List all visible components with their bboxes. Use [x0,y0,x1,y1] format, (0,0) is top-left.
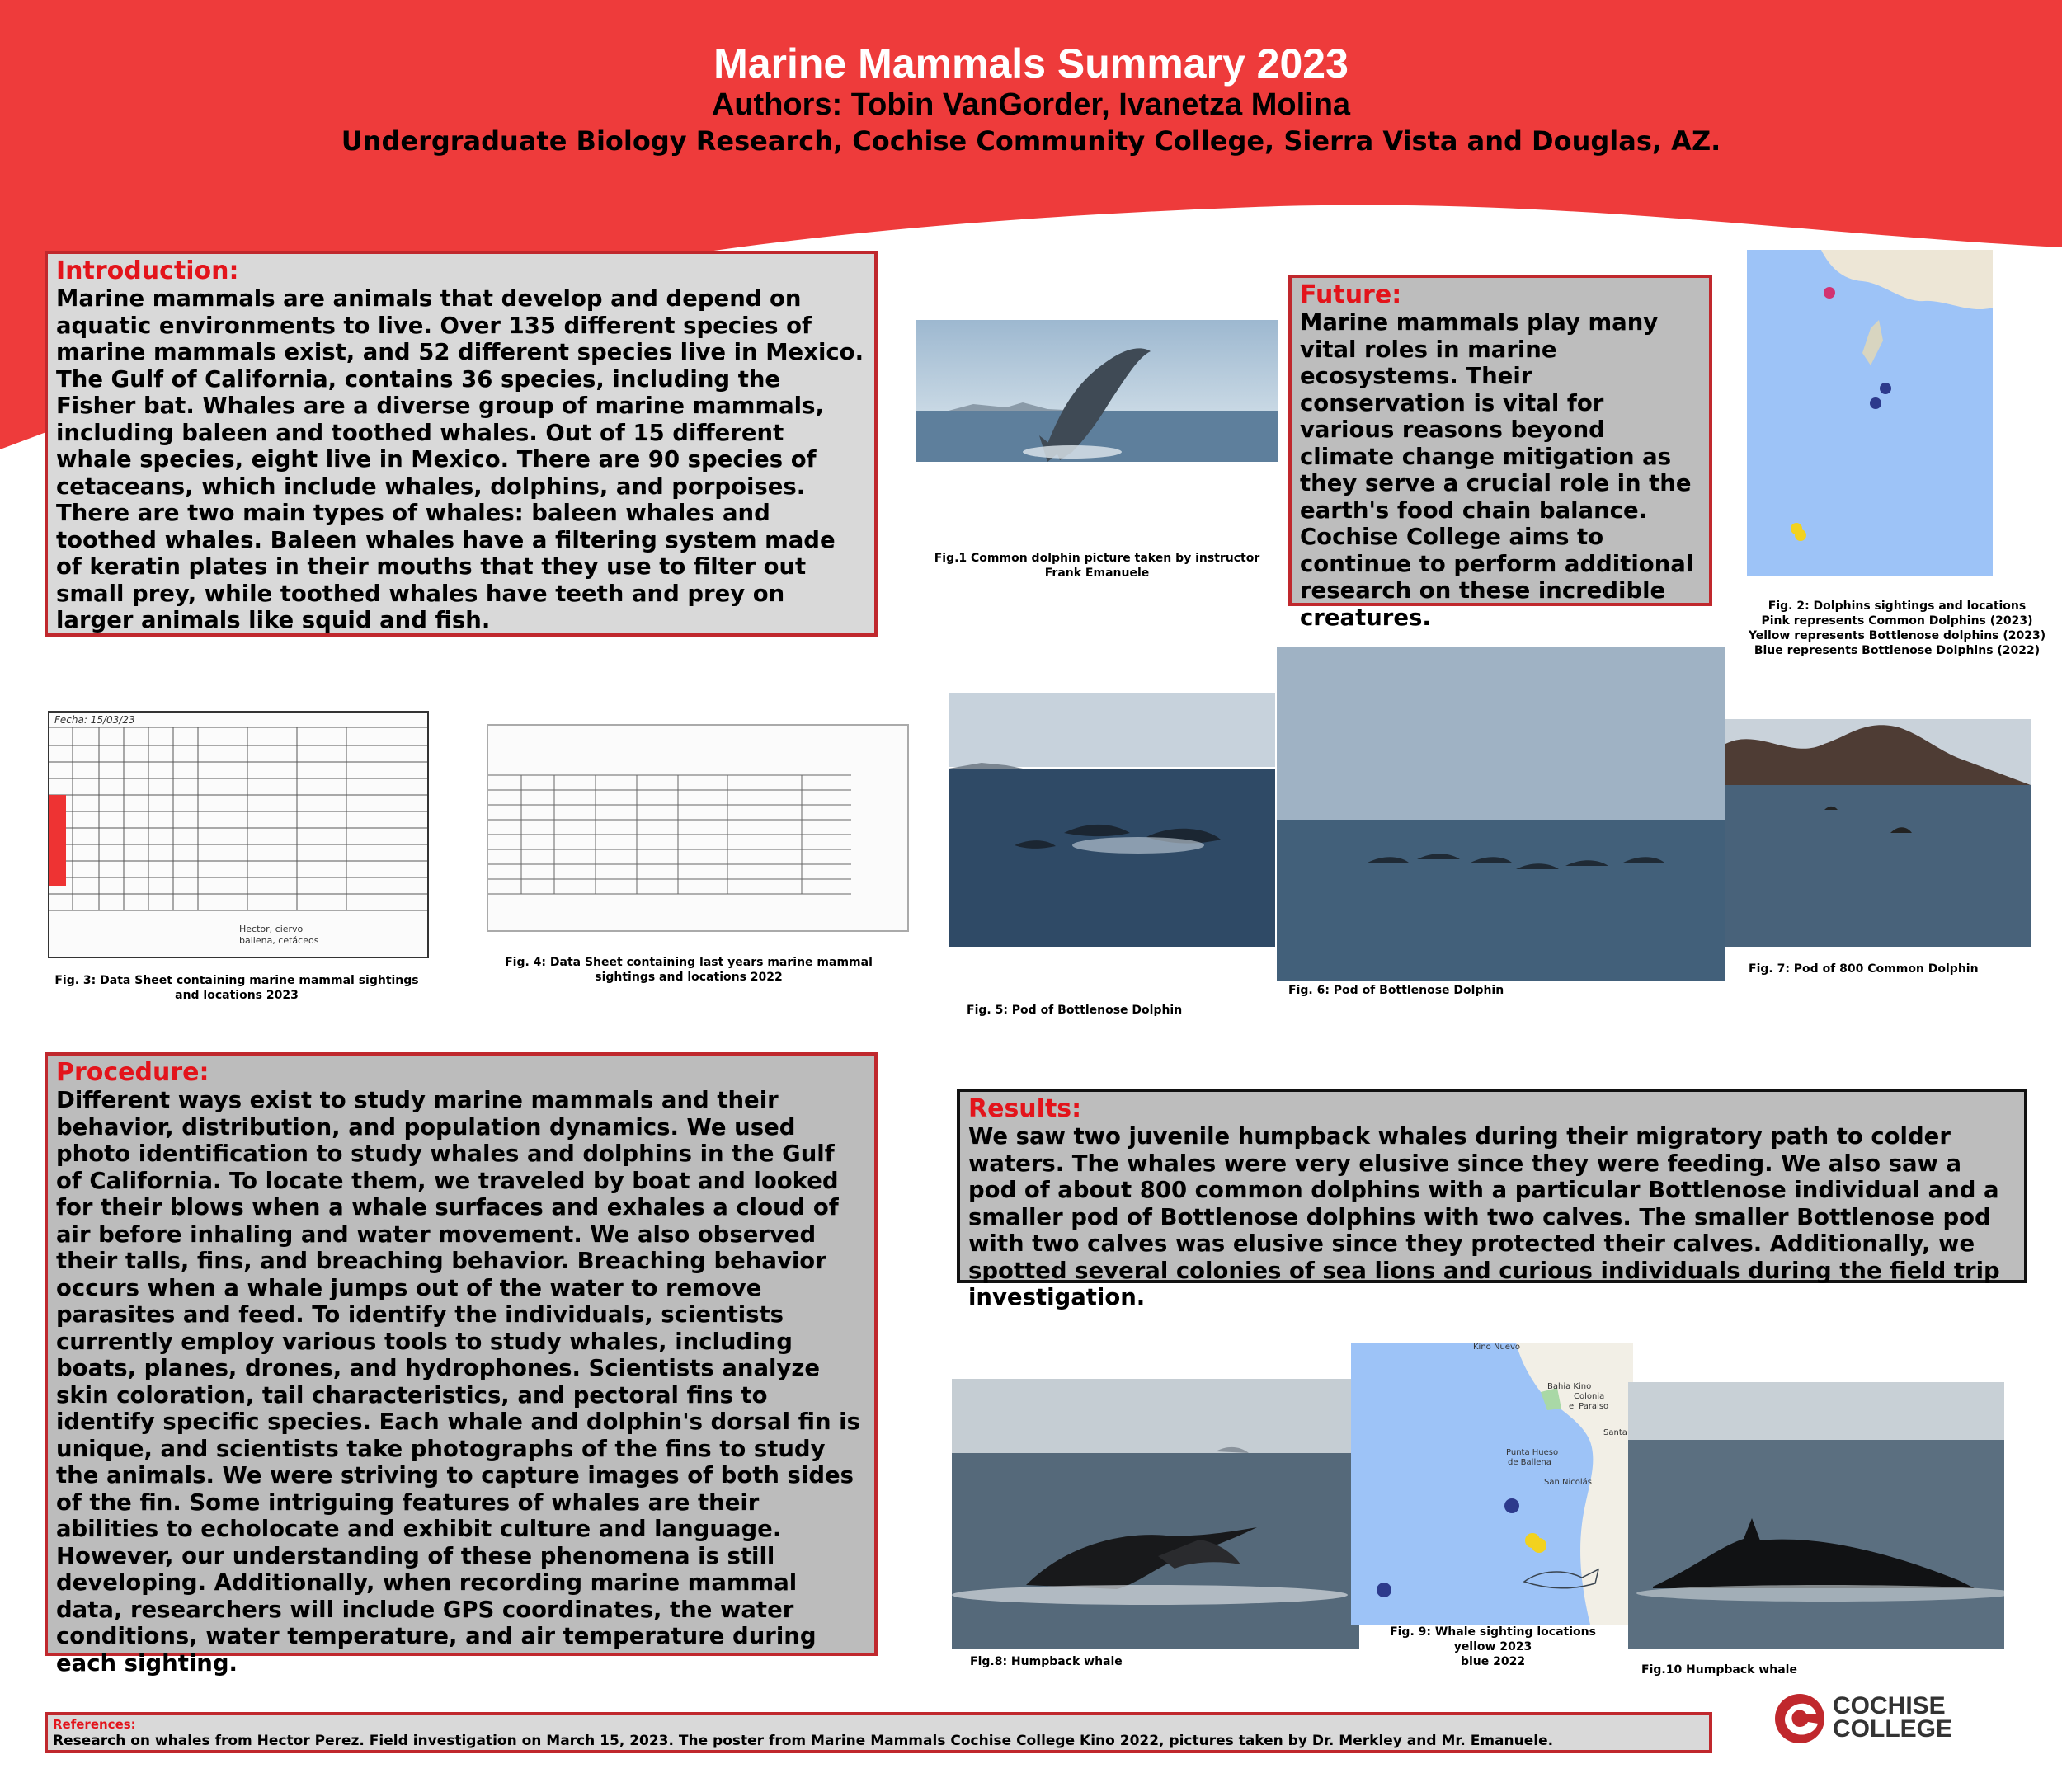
fig1-dolphin-photo [916,320,1278,462]
fig3-note-2: ballena, cetáceos [239,935,319,946]
fig4-data-sheet [487,724,909,932]
map-label-san-nicolas: San Nicolás [1544,1478,1592,1487]
fig6-caption: Fig. 6: Pod of Bottlenose Dolphin [1288,984,1504,997]
pink-marker-icon [1824,287,1835,299]
cochise-logo-icon [1773,1692,1826,1745]
introduction-box [45,251,878,637]
map-label-punta-hueso: Punta Hueso [1506,1448,1559,1457]
fig3-caption: Fig. 3: Data Sheet containing marine mammal sightings and locations 2023 [54,974,419,1002]
procedure-title: Procedure: [56,1058,209,1087]
map-label-bahia-kino: Bahia Kino [1547,1382,1592,1391]
fig3-date: Fecha: 15/03/23 [54,714,135,726]
future-body: Marine mammals play many vital roles in marine ecosystems. Their conservation is vital for various reasons beyond climate change mitigation as they serve a crucial role in the earth's food chain balance. Cochise College aims to continue to perform additional research on these incredible creatures. [1300,309,1694,631]
fig3-note: Hector, ciervo [239,924,304,934]
fig3-data-sheet [48,711,429,958]
fig5-caption: Fig. 5: Pod of Bottlenose Dolphin [967,1004,1183,1017]
poster-authors: Authors: Tobin VanGorder, Ivanetza Molina [711,87,1351,122]
map-label-colonia: Colonia [1574,1392,1605,1401]
results-title: Results: [968,1094,1082,1123]
fig9-whale-map [1351,1343,1633,1625]
map-label-el-paraiso: el Paraiso [1569,1402,1609,1411]
yellow-marker-icon [1532,1538,1546,1553]
fig5-bottlenose-photo [949,693,1275,947]
references-box [45,1712,1712,1753]
references-title: References: [53,1717,136,1732]
references-body: Research on whales from Hector Perez. Field investigation on March 15, 2023. The poster from Marine Mammals Cochise College Kino 2022, pictures taken by Dr. Merkley and Mr. Emanuele. [53,1733,1554,1749]
logo-line1: COCHISE [1833,1692,1946,1719]
logo-line2: COLLEGE [1833,1715,1953,1743]
poster-institution: Undergraduate Biology Research, Cochise Community College, Sierra Vista and Douglas, AZ. [341,125,1721,157]
procedure-box [45,1052,878,1677]
introduction-body: Marine mammals are animals that develop and depend on aquatic environments to live. Over 135 different species of marine mammals exist, and 52 different species live in Mexico. The Gulf of California, contains 36 species, including the Fisher bat. Whales are a diverse group of marine mammals, including baleen and toothed whales. Out of 15 different whale species, eight live in Mexico. There are 90 species of cetaceans, which include whales, dolphins, and porpoises. There are two main types of whales: baleen whales and toothed whales. Baleen whales have a filtering system made of keratin plates in their mouths that they use to filter out small prey, while toothed whales have teeth and prey on larger animals like squid and fish. [56,285,864,633]
map-label-santa: Santa [1603,1428,1627,1437]
fig10-humpback-photo [1628,1382,2004,1649]
fig2-caption: Fig. 2: Dolphins sightings and locations Pink represents Common Dolphins (2023) Yellow represents Bottlenose dolphins (2023) Blue represents Bottlenose Dolphins (2022) [1748,600,2046,657]
introduction-title: Introduction: [56,256,239,285]
results-box [957,1089,2027,1310]
blue-marker-icon [1504,1498,1519,1513]
poster-title: Marine Mammals Summary 2023 [713,40,1349,87]
fig1-caption: Fig.1 Common dolphin picture taken by instructor Frank Emanuele [934,552,1260,580]
blue-marker-icon [1870,397,1881,409]
fig10-caption: Fig.10 Humpback whale [1641,1663,1797,1677]
future-box [1288,275,1712,631]
fig8-humpback-photo [952,1379,1359,1649]
fig7-caption: Fig. 7: Pod of 800 Common Dolphin [1749,962,1979,976]
future-title: Future: [1300,280,1402,309]
procedure-body: Different ways exist to study marine mammals and their behavior, distribution, and population dynamics. We used photo identification to study whales and dolphins in the Gulf of California. To locate them, we traveled by boat and looked for their blows when a whale surfaces and exhales a cloud of air before inhaling and water movement. We also observed their talls, fins, and breaching behavior. Breaching behavior occurs when a whale jumps out of the water to remove parasites and feed. To identify the individuals, scientists currently employ various tools to study whales, including boats, planes, drones, and hydrophones. Scientists analyze skin coloration, tail characteristics, and pectoral fins to identify specific species. Each whale and dolphin's dorsal fin is unique, and scientists take photographs of the fins to study the animals. We were striving to capture images of both sides of the fin. Some intriguing features of whales are their abilities to echolocate and exhibit culture and language. However, our understanding of these phenomena is still developing. Additionally, when recording marine mammal data, researchers will include GPS coordinates, the water conditions, water temperature, and air temperature during each sighting. [56,1087,860,1677]
blue-marker-icon [1377,1583,1391,1597]
fig9-caption: Fig. 9: Whale sighting locations yellow 2023 blue 2022 [1390,1625,1596,1668]
yellow-marker-icon [1795,529,1806,541]
blue-marker-icon [1880,383,1891,394]
fig4-caption: Fig. 4: Data Sheet containing last years marine mammal sightings and locations 2022 [505,956,873,984]
cochise-logo [1773,1692,1988,1742]
map-label-kino-nuevo: Kino Nuevo [1473,1343,1520,1352]
fig2-dolphin-map [1747,250,1993,576]
fig6-bottlenose-photo [1277,647,1725,981]
map-label-de-ballena: de Ballena [1508,1458,1551,1467]
fig7-common-dolphin-photo [1725,719,2031,947]
results-body: We saw two juvenile humpback whales during their migratory path to colder waters. The whales were very elusive since they were feeding. We also saw a pod of about 800 common dolphins with a particular Bottlenose individual and a smaller pod of Bottlenose dolphins with two calves. The smaller Bottlenose pod with two calves was elusive since they protected their calves. Additionally, we spotted several colonies of sea lions and curious individuals during the field trip investigation. [968,1123,2000,1310]
fig8-caption: Fig.8: Humpback whale [970,1655,1123,1668]
